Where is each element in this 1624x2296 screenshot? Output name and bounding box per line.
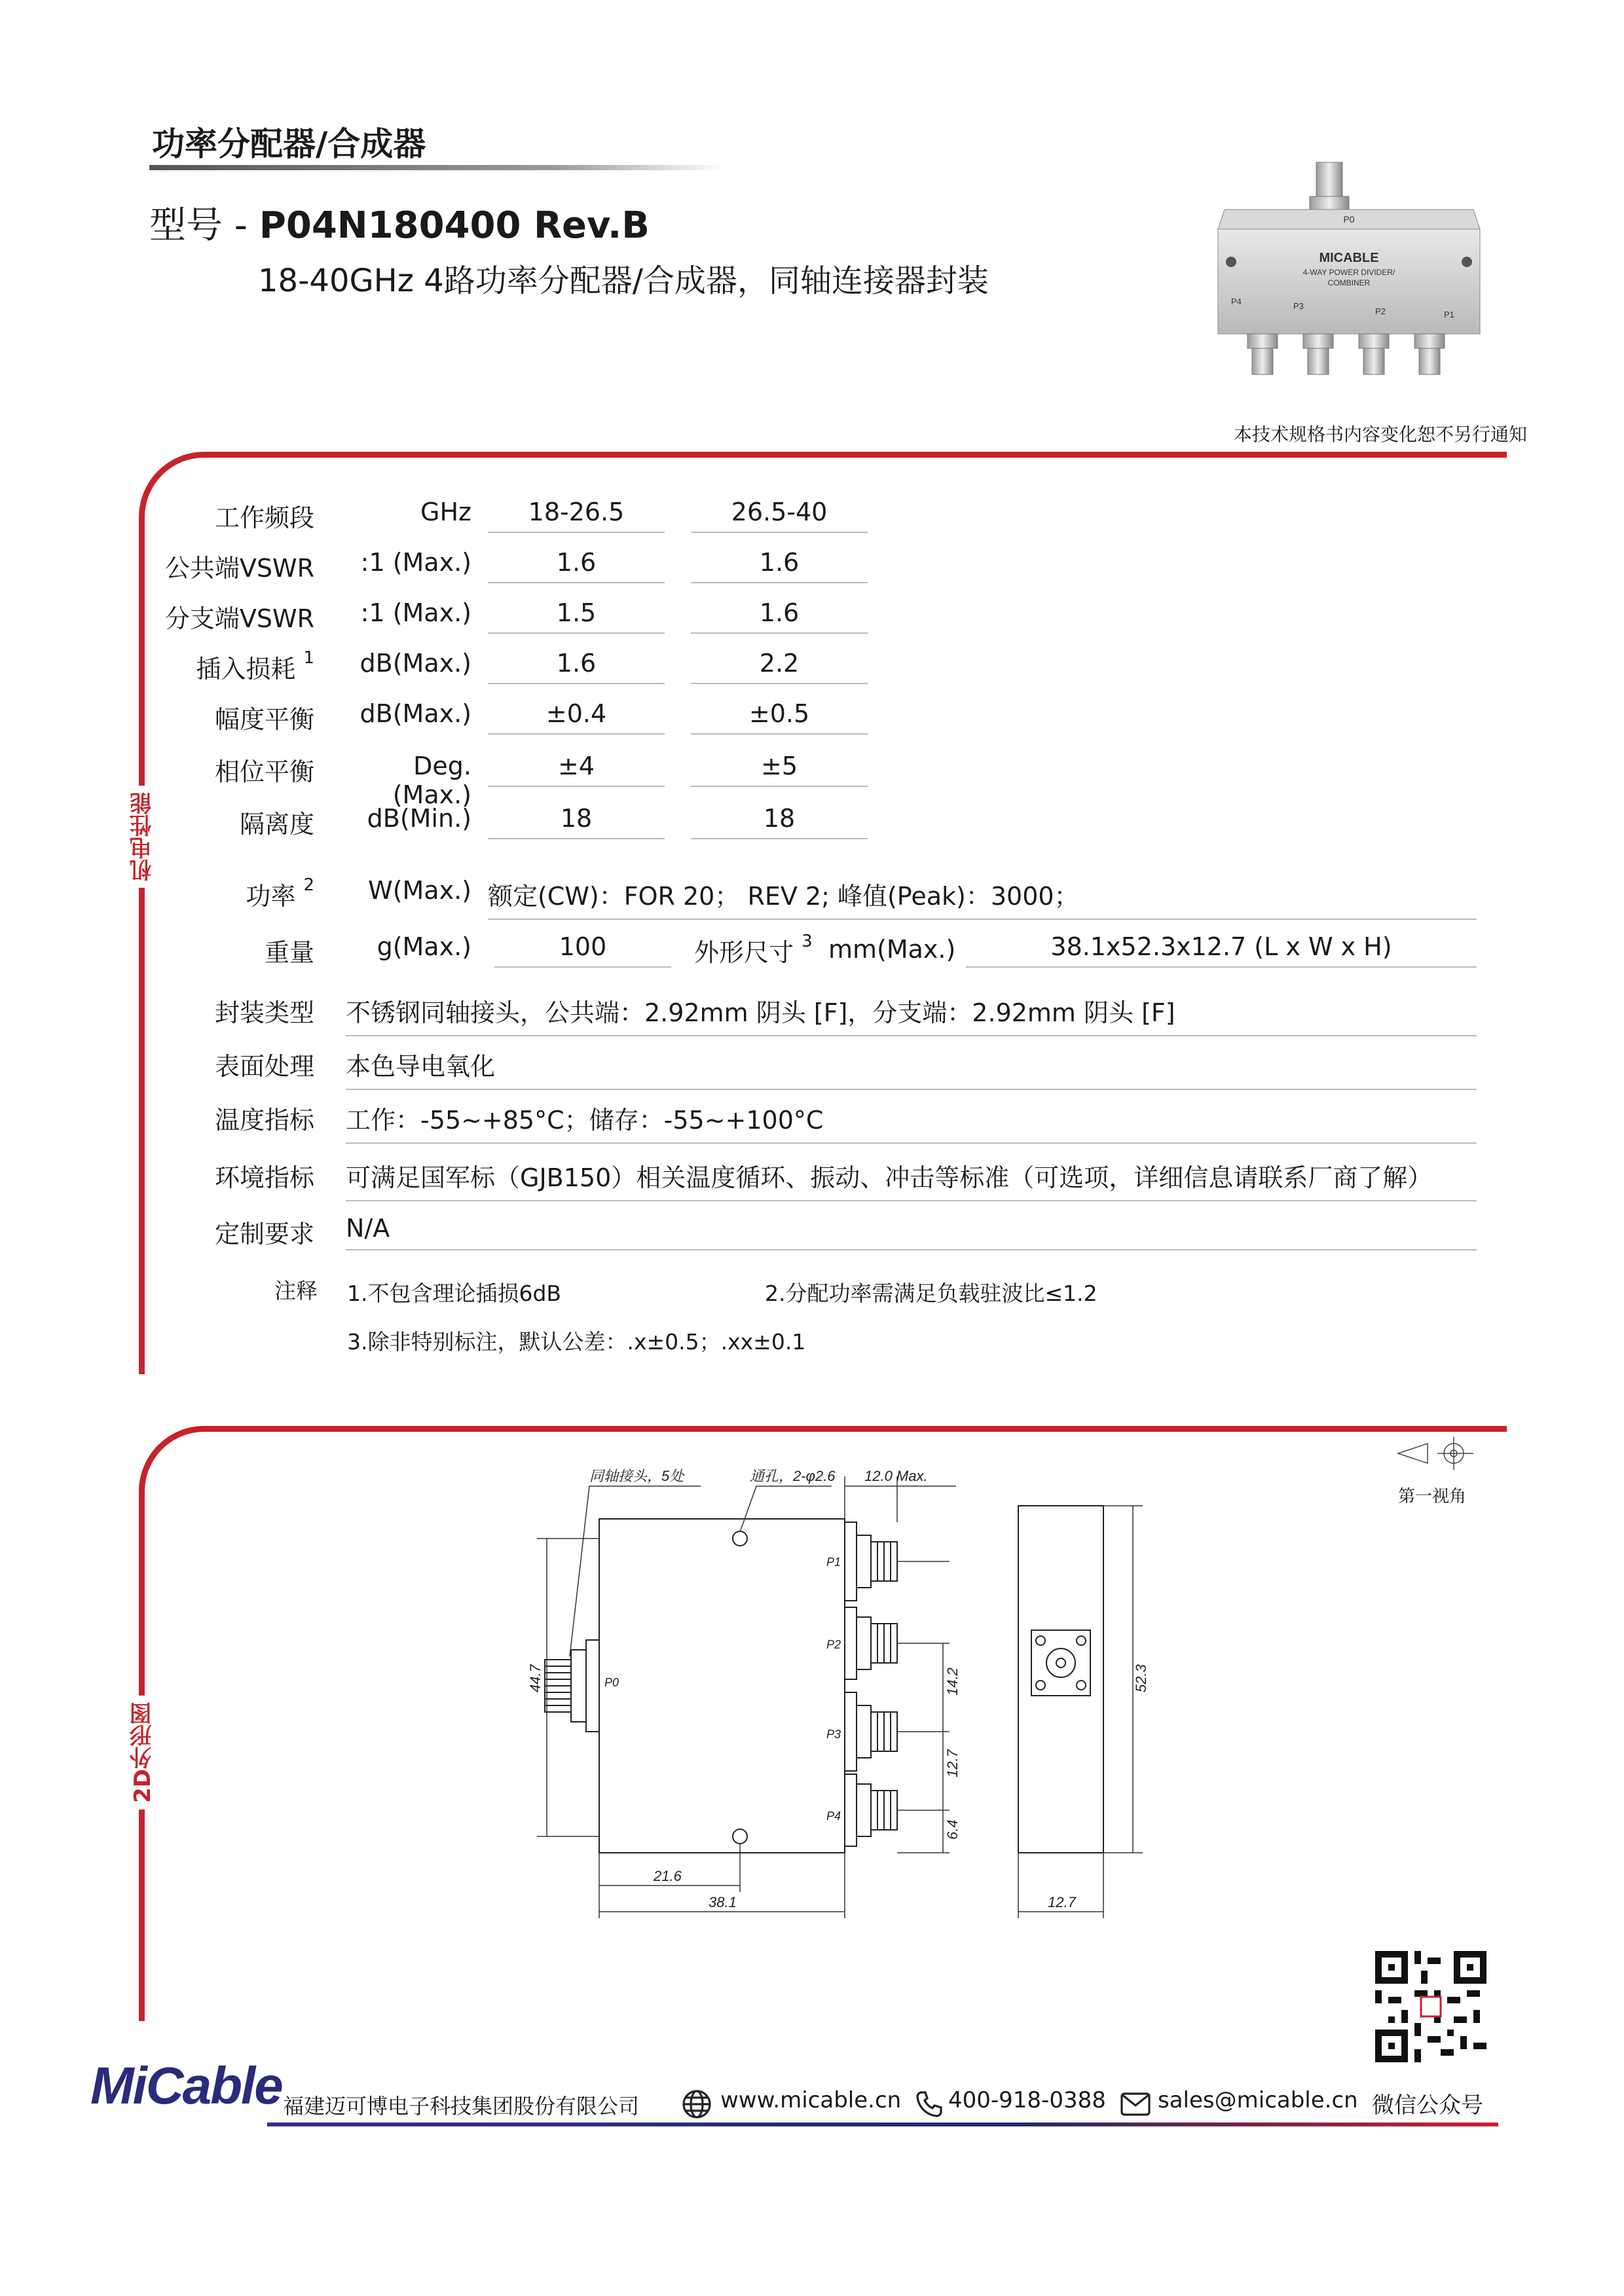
footer-divider	[267, 2123, 1498, 2126]
label-weight: 重量	[264, 938, 314, 967]
dim-12-0-max: 12.0 Max.	[864, 1468, 928, 1484]
unit-freq: GHz	[420, 498, 471, 526]
value-amp-balance-1: ±0.4	[488, 699, 665, 735]
value-vswr-branch-2: 1.6	[691, 598, 868, 634]
unit-amp-balance: dB(Max.)	[360, 699, 471, 728]
footer-company: 福建迈可博电子科技集团股份有限公司	[283, 2094, 640, 2119]
label-power-text: 功率	[246, 882, 296, 911]
value-vswr-branch-1: 1.5	[488, 598, 665, 634]
value-freq-1: 18-26.5	[488, 498, 665, 533]
value-custom: N/A	[346, 1214, 1477, 1250]
note-2: 2.分配功率需满足负载驻波比≤1.2	[765, 1281, 1098, 1306]
unit-vswr-common: :1 (Max.)	[360, 548, 471, 577]
value-phase-balance-2: ±5	[691, 752, 868, 787]
unit-weight: g(Max.)	[377, 932, 471, 961]
footnote-1-mark: 1	[303, 648, 314, 668]
label-vswr-common: 公共端VSWR	[164, 554, 314, 583]
mount-hole-bottom	[733, 1829, 747, 1844]
connector-p1	[845, 1522, 897, 1601]
note-1: 1.不包含理论插损6dB	[347, 1281, 562, 1306]
value-insertion-1: 1.6	[488, 649, 665, 684]
value-power: 额定(CW)：FOR 20； REV 2; 峰值(Peak)：3000；	[488, 876, 1477, 920]
dim-21-6: 21.6	[654, 1868, 682, 1884]
body-front-view	[599, 1519, 845, 1853]
label-finish: 表面处理	[214, 1052, 314, 1081]
connector-p2	[845, 1607, 897, 1679]
note-holes: 通孔，2-φ2.6	[750, 1468, 836, 1484]
unit-insertion: dB(Max.)	[360, 649, 471, 678]
photo-port-p0: P0	[1343, 214, 1355, 225]
label-p1: P1	[826, 1556, 841, 1569]
model-number: P04N180400 Rev.B	[259, 204, 650, 247]
label-p3: P3	[826, 1728, 841, 1741]
label-vswr-branch: 分支端VSWR	[164, 604, 314, 633]
unit-phase-balance: Deg. (Max.)	[392, 752, 471, 809]
value-weight: 100	[494, 932, 671, 968]
dim-6-4: 6.4	[944, 1819, 961, 1840]
dim-12-7-vertical: 12.7	[944, 1749, 961, 1777]
photo-line1: 4-WAY POWER DIVIDER/	[1302, 268, 1395, 277]
label-freq: 工作频段	[214, 503, 314, 532]
label-p2: P2	[826, 1638, 841, 1651]
value-freq-2: 26.5-40	[691, 498, 868, 533]
unit-vswr-branch: :1 (Max.)	[360, 598, 471, 627]
footer-website[interactable]: www.micable.cn	[720, 2087, 902, 2113]
model-prefix: 型号 -	[149, 204, 259, 247]
label-p4: P4	[826, 1810, 841, 1823]
phone-icon	[913, 2088, 945, 2120]
label-power	[164, 876, 314, 912]
qr-code-icon	[1375, 1951, 1486, 2062]
footer-email[interactable]: sales@micable.cn	[1158, 2087, 1358, 2113]
globe-icon	[681, 2088, 712, 2120]
value-insertion-2: 2.2	[691, 649, 868, 684]
value-temp: 工作：-55~+85°C；储存：-55~+100°C	[346, 1100, 1477, 1144]
projection-symbol-icon	[1392, 1434, 1477, 1480]
value-finish: 本色导电氧化	[346, 1046, 1477, 1090]
category-underline	[149, 165, 726, 170]
outline-drawing	[485, 1460, 1179, 1918]
value-env: 可满足国军标（GJB150）相关温度循环、振动、冲击等标准（可选项，详细信息请联系厂商了解）	[346, 1157, 1477, 1201]
model-title	[149, 196, 650, 249]
label-custom: 定制要求	[214, 1220, 314, 1248]
label-insertion-text: 插入损耗	[196, 655, 296, 683]
value-package: 不锈钢同轴接头，公共端：2.92mm 阴头 [F]，分支端：2.92mm 阴头 [F]	[346, 993, 1477, 1036]
photo-brand: MICABLE	[1319, 251, 1379, 265]
dim-44-7: 44.7	[527, 1664, 544, 1692]
value-vswr-common-2: 1.6	[691, 548, 868, 583]
label-phase-balance: 相位平衡	[214, 757, 314, 786]
notes-label: 注释	[274, 1278, 318, 1303]
email-icon	[1120, 2091, 1151, 2117]
photo-port-p3: P3	[1293, 301, 1304, 311]
section-label-specs: 机电性能	[126, 786, 158, 888]
projection-label: 第一视角	[1398, 1487, 1467, 1506]
value-vswr-common-1: 1.6	[488, 548, 665, 583]
value-size: 38.1x52.3x12.7 (L x W x H)	[966, 932, 1477, 968]
dim-14-2: 14.2	[944, 1667, 961, 1696]
section-label-drawing: 2D外形图	[126, 1696, 158, 1810]
spec-notice: 本技术规格书内容变化恕不另行通知	[1233, 424, 1527, 445]
note-3: 3.除非特别标注，默认公差：.x±0.5；.xx±0.1	[347, 1329, 806, 1355]
dim-12-7-horizontal: 12.7	[1048, 1894, 1076, 1910]
label-temp: 温度指标	[214, 1106, 314, 1135]
footer-logo: MiCable	[90, 2056, 282, 2115]
label-env: 环境指标	[214, 1163, 314, 1192]
label-package: 封装类型	[214, 998, 314, 1027]
label-amp-balance: 幅度平衡	[214, 705, 314, 734]
photo-port-p4: P4	[1231, 297, 1242, 306]
dim-52-3: 52.3	[1133, 1664, 1149, 1692]
photo-port-p1: P1	[1444, 310, 1454, 319]
product-subtitle: 18-40GHz 4路功率分配器/合成器，同轴连接器封装	[258, 263, 989, 299]
label-insertion	[164, 649, 314, 685]
value-amp-balance-2: ±0.5	[691, 699, 868, 735]
connector-p3	[845, 1692, 897, 1771]
photo-port-p2: P2	[1375, 306, 1386, 316]
dim-38-1: 38.1	[709, 1894, 737, 1910]
value-isolation-1: 18	[488, 804, 665, 839]
product-photo	[1211, 157, 1486, 386]
footer-phone[interactable]: 400-918-0388	[948, 2087, 1106, 2113]
label-isolation: 隔离度	[239, 810, 314, 839]
category-title: 功率分配器/合成器	[152, 125, 426, 163]
unit-size: mm(Max.)	[828, 935, 956, 964]
unit-power: W(Max.)	[368, 876, 471, 905]
mount-hole-top	[733, 1531, 747, 1546]
footer-wechat: 微信公众号	[1372, 2092, 1483, 2119]
footnote-3-mark: 3	[802, 932, 813, 951]
value-isolation-2: 18	[691, 804, 868, 839]
value-phase-balance-1: ±4	[488, 752, 665, 787]
photo-line2: COMBINER	[1327, 278, 1371, 287]
footnote-2-mark: 2	[303, 875, 314, 895]
label-p0: P0	[604, 1676, 619, 1689]
note-connectors: 同轴接头，5处	[589, 1468, 684, 1484]
unit-isolation: dB(Min.)	[367, 804, 471, 833]
label-size-text: 外形尺寸	[694, 938, 794, 967]
connector-p4	[845, 1774, 897, 1846]
label-size	[694, 932, 813, 968]
